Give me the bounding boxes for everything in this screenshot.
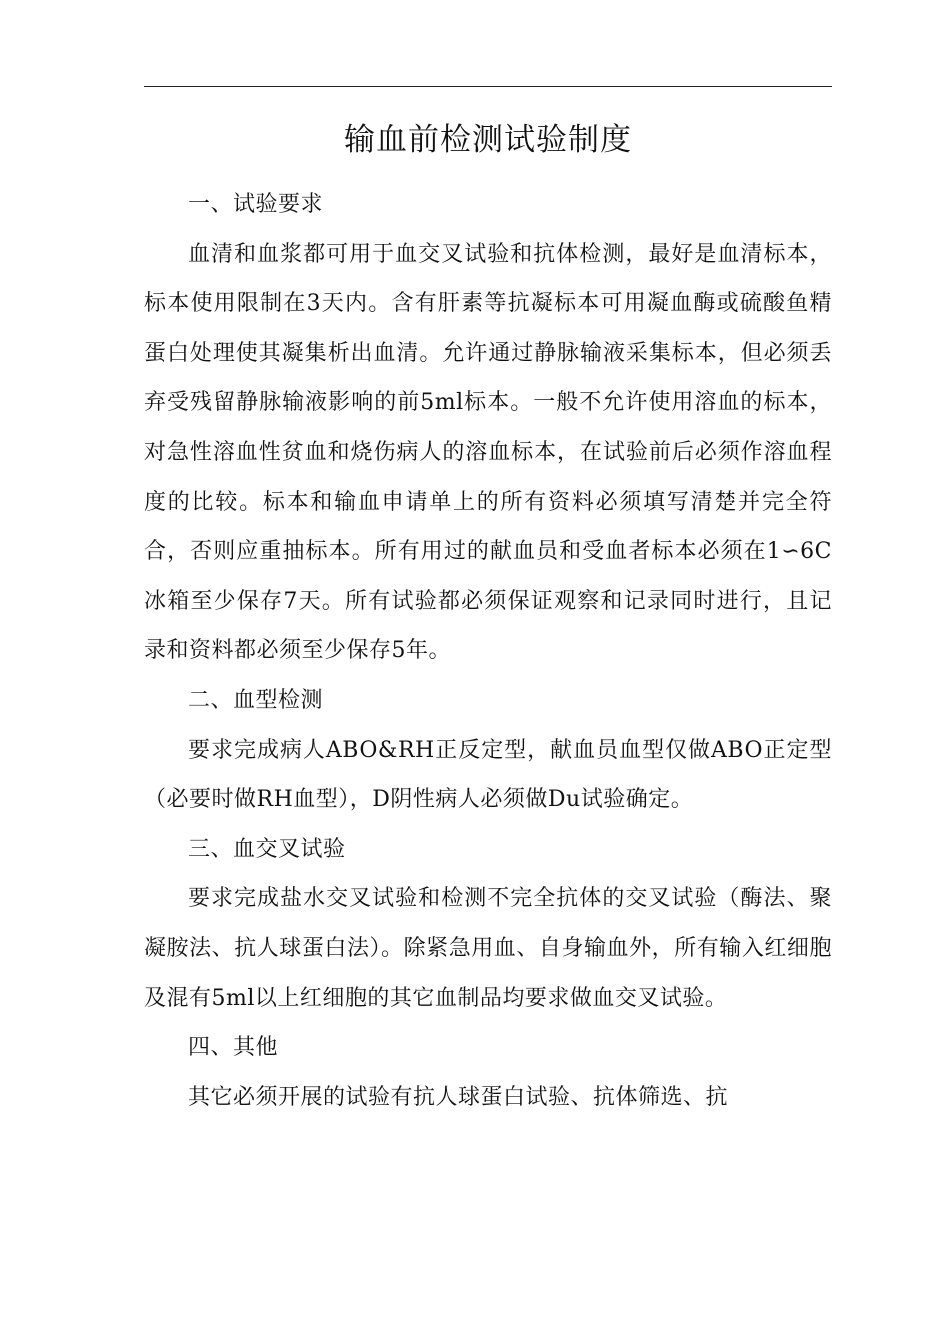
section-paragraph-requirements: 血清和血浆都可用于血交叉试验和抗体检测，最好是血清标本，标本使用限制在3天内。含有肝素等抗凝标本可用凝血酶或硫酸鱼精蛋白处理使其凝集析出血清。允许通过静脉输液采集标本，但必须丢弃受残留静脉输液影响的前5ml标本。一般不允许使用溶血的标本，对急性溶血性贫血和烧伤病人的溶血标本，在试验前后必须作溶血程度的比较。标本和输血申请单上的所有资料必须填写清楚并完全符合，否则应重抽标本。所有用过的献血员和受血者标本必须在1∽6C冰箱至少保存7天。所有试验都必须保证观察和记录同时进行，且记录和资料都必须至少保存5年。 — [144, 241, 832, 664]
section-heading-other: 四、其他 — [188, 1035, 279, 1061]
document-title: 输血前检测试验制度 — [344, 122, 632, 158]
section-paragraph-other: 其它必须开展的试验有抗人球蛋白试验、抗体筛选、抗 — [188, 1084, 729, 1110]
section-paragraph-crossmatch: 要求完成盐水交叉试验和检测不完全抗体的交叉试验（酶法、聚凝胺法、抗人球蛋白法）。除紧急用血、自身输血外，所有输入红细胞及混有5ml以上红细胞的其它血制品均要求做血交叉试验。 — [144, 886, 832, 1011]
section-heading-crossmatch: 三、血交叉试验 — [188, 836, 346, 862]
section-heading-blood-typing: 二、血型检测 — [188, 687, 324, 713]
header-rule — [144, 86, 832, 87]
section-paragraph-blood-typing: 要求完成病人ABO&RH正反定型，献血员血型仅做ABO正定型（必要时做RH血型），D阴性病人必须做Du试验确定。 — [144, 737, 832, 813]
document-body — [144, 180, 832, 1122]
section-heading-requirements: 一、试验要求 — [188, 192, 324, 217]
